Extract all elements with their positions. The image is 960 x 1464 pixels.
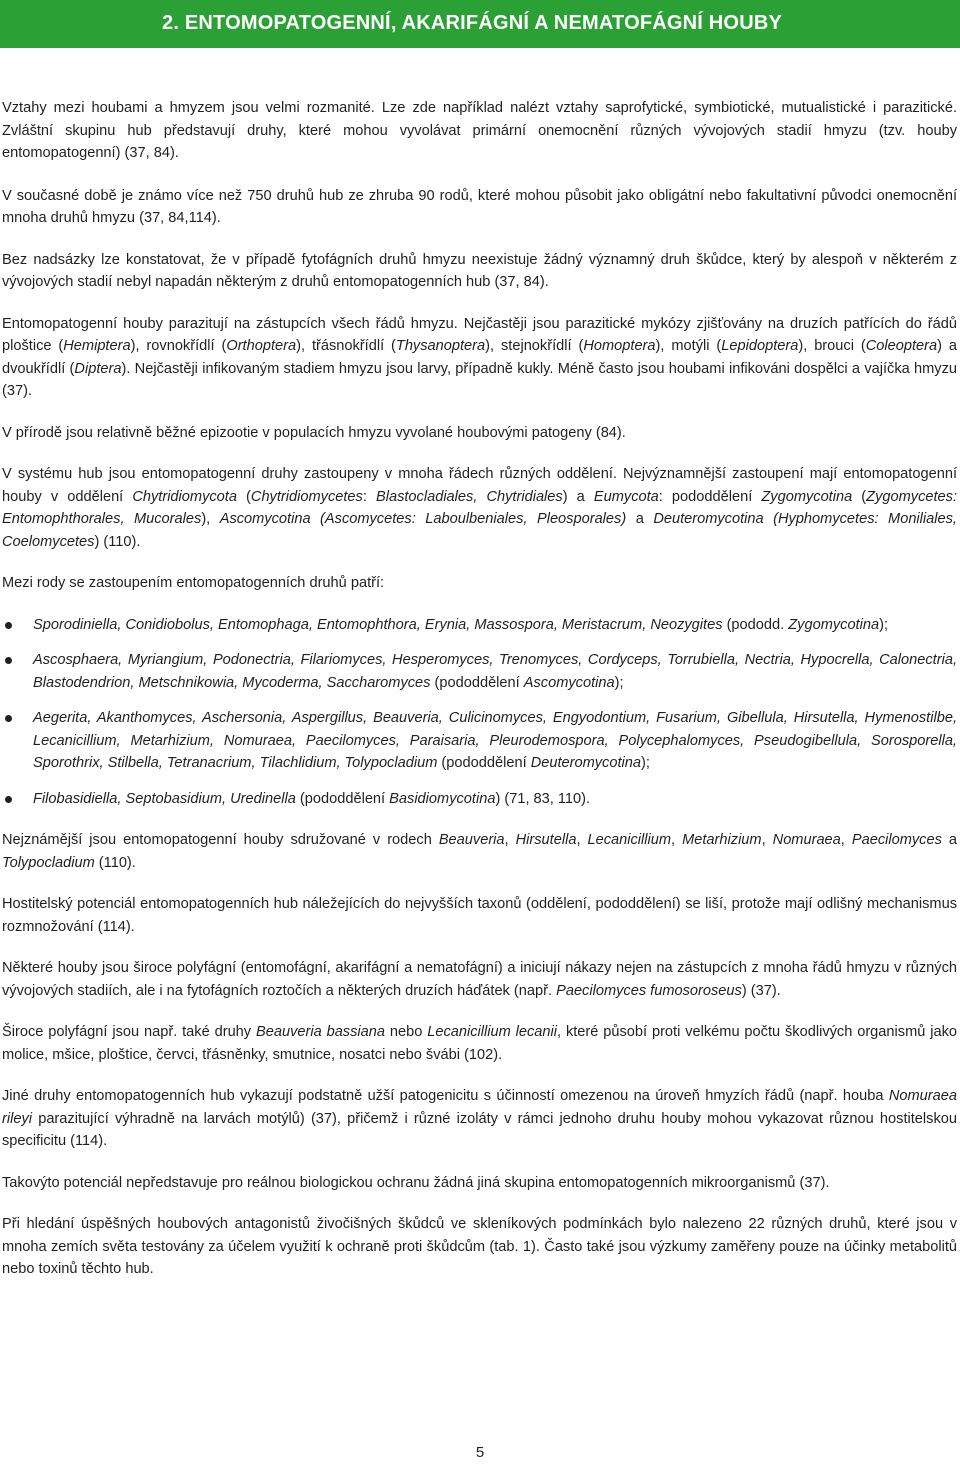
- italic-term: Metarhizium: [682, 832, 762, 848]
- text-run: ,: [840, 832, 852, 848]
- italic-term: Zygomycetes: Entomophthorales, Mucorales: [2, 488, 958, 527]
- text-run: a: [941, 832, 958, 848]
- italic-term: Coleoptera: [865, 338, 938, 354]
- italic-term: Lecanicillium lecanii: [427, 1024, 558, 1040]
- text-run: Jiné druhy entomopatogenních hub vykazují podstatně užší patogenicitu s účinností omezenou na úroveň hmyzích řádů (např. houba: [2, 1088, 889, 1104]
- italic-term: Chytridiomycota: [132, 488, 237, 505]
- text-run: );: [879, 616, 889, 633]
- list-item: [2, 614, 957, 637]
- italic-term: Deuteromycotina (Hyphomycetes: Moniliales, Coelomycetes: [2, 511, 957, 550]
- text-run: : pododdělení: [658, 488, 762, 505]
- bullet-icon: [5, 657, 12, 664]
- text-run: Entomopatogenní houby parazitují na zástupcích všech řádů hmyzu. Nejčastěji jsou parazitické mykózy zjišťovány na druzích patřících do řádů ploštice (: [2, 315, 957, 354]
- text-run: ,: [761, 832, 773, 848]
- paragraph: [2, 572, 957, 595]
- italic-term: Sporodiniella, Conidiobolus, Entomophaga, Entomophthora, Erynia, Massospora, Meristacrum, Neozygites: [33, 616, 723, 633]
- italic-term: Tolypocladium: [2, 854, 95, 871]
- genera-list: [2, 614, 957, 811]
- italic-term: Nomuraea rileyi: [2, 1088, 957, 1127]
- paragraph: [2, 97, 957, 165]
- paragraph: [2, 829, 957, 874]
- main-content: [2, 97, 957, 1300]
- text-run: ,: [671, 832, 683, 848]
- italic-term: Paecilomyces: [851, 832, 942, 848]
- italic-term: Diptera: [74, 360, 122, 377]
- text-run: V přírodě jsou relativně běžné epizootie v populacích hmyzu vyvolané houbovými patogeny (84).: [2, 424, 626, 441]
- paragraph: [2, 1213, 957, 1281]
- text-run: V současné době je známo více než 750 druhů hub ze zhruba 90 rodů, které mohou působit jako obligátní nebo fakultativní původci onemocnění mnoha druhů hmyzu (37, 84,114).: [2, 187, 957, 226]
- text-run: (110).: [94, 854, 136, 871]
- italic-term: Chytridiomycetes: [250, 488, 363, 505]
- italic-term: Thysanoptera: [395, 338, 486, 354]
- text-run: nebo: [385, 1024, 428, 1040]
- text-run: , které působí proti velkému počtu škodlivých organismů jako molice, mšice, ploštice, červci, třásněnky, smutnice, nosatci nebo švábi (102).: [2, 1024, 957, 1063]
- paragraph: [2, 422, 957, 445]
- text-run: Hostitelský potenciál entomopatogenních hub náležejících do nejvyšších taxonů (oddělení, pododdělení) se liší, protože mají odlišný mechanismus rozmnožování (114).: [2, 896, 957, 935]
- italic-term: Beauveria bassiana: [255, 1024, 385, 1040]
- text-run: );: [614, 674, 624, 691]
- italic-term: Nomuraea: [772, 832, 841, 848]
- chapter-title: 2. ENTOMOPATOGENNÍ, AKARIFÁGNÍ A NEMATOFÁGNÍ HOUBY: [162, 12, 783, 34]
- italic-term: Aegerita, Akanthomyces, Aschersonia, Aspergillus, Beauveria, Culicinomyces, Engyodontium, Fusarium, Gibellula, Hirsutella, Hymenostilbe, Lecanicillium, Metarhizium, Nomuraea, Paecilomyces, Paraisaria, Pleurodemospora, Polycephalomyces, Pseudogibellula, Sorosporella, Sporothrix, Stilbella, Tetranacrium, Tilachlidium, Tolypocladium: [33, 710, 957, 771]
- italic-term: Hirsutella: [515, 832, 577, 848]
- text-run: V systému hub jsou entomopatogenní druhy zastoupeny v mnoha řádech různých oddělení. Nejvýznamnější zastoupení mají entomopatogenní houby v oddělení: [2, 466, 957, 505]
- text-run: );: [641, 755, 650, 771]
- list-item: [2, 649, 957, 694]
- text-run: ) a dvoukřídlí (: [2, 338, 958, 377]
- paragraph: [2, 249, 957, 294]
- bullet-icon: [5, 715, 12, 722]
- text-run: Některé houby jsou široce polyfágní (entomofágní, akarifágní a nematofágní) a iniciují nákazy nejen na zástupcích z mnoha řádů hmyzu v různých vývojových stadiích, ale i na fytofágních roztočích a některých druzích háďátek (např.: [2, 960, 957, 999]
- italic-term: Filobasidiella, Septobasidium, Uredinella: [33, 790, 296, 807]
- list-item: [2, 788, 957, 811]
- paragraph: [2, 313, 957, 403]
- bullet-icon: [5, 622, 12, 629]
- list-item: [2, 707, 957, 775]
- text-run: ), rovnokřídlí (: [130, 338, 227, 354]
- text-run: ), třásnokřídlí (: [296, 338, 396, 354]
- text-run: ) a: [562, 488, 594, 505]
- italic-term: Beauveria: [438, 832, 505, 848]
- paragraph: [2, 463, 957, 553]
- text-run: Takovýto potenciál nepředstavuje pro reálnou biologickou ochranu žádná jiná skupina entomopatogenních mikroorganismů (37).: [2, 1174, 830, 1191]
- text-run: ), brouci (: [798, 338, 866, 354]
- paragraph: [2, 1021, 957, 1066]
- text-run: ) (71, 83, 110).: [495, 790, 591, 807]
- text-run: Široce polyfágní jsou např. také druhy: [2, 1024, 256, 1040]
- text-run: :: [362, 488, 376, 505]
- paragraphs-before-list: [2, 97, 957, 595]
- italic-term: Hemiptera: [63, 338, 131, 354]
- paragraph: [2, 957, 957, 1002]
- paragraph: [2, 1172, 957, 1195]
- text-run: Vztahy mezi houbami a hmyzem jsou velmi rozmanité. Lze zde například nalézt vztahy saprofytické, symbiotické, mutualistické i parazitické. Zvláštní skupinu hub představují druhy, které mohou vyvolávat primární onemocnění různých vývojových stadií hmyzu (tzv. houby entomopatogenní) (37, 84).: [2, 100, 957, 161]
- paragraph: [2, 893, 957, 938]
- text-run: ,: [576, 832, 588, 848]
- text-run: ), motýli (: [655, 338, 722, 354]
- italic-term: Paecilomyces fumosoroseus: [556, 982, 742, 999]
- text-run: (: [852, 488, 867, 505]
- text-run: ), stejnokřídlí (: [485, 338, 584, 354]
- text-run: Bez nadsázky lze konstatovat, že v případě fytofágních druhů hmyzu neexistuje žádný významný druh škůdce, který by alespoň v některém z vývojových stadií nebyl napadán některým z druhů entomopatogenních hub (37, 84).: [2, 251, 957, 290]
- text-run: parazitující výhradně na larvách motýlů) (37), přičemž i různé izoláty v rámci jednoho druhu houby mohou vykazovat různou hostitelskou specificitu (114).: [2, 1110, 957, 1149]
- text-run: Nejznámější jsou entomopatogenní houby sdružované v rodech: [2, 832, 439, 848]
- paragraph: [2, 185, 957, 230]
- chapter-header-bar: [0, 0, 960, 48]
- text-run: Mezi rody se zastoupením entomopatogenních druhů patří:: [2, 575, 385, 591]
- text-run: (pododdělení: [295, 790, 390, 807]
- italic-term: Ascomycotina (Ascomycetes: Laboulbeniales, Pleosporales): [219, 511, 627, 527]
- text-run: ) (110).: [94, 533, 141, 550]
- text-run: ). Nejčastěji infikovaným stadiem hmyzu jsou larvy, případně kukly. Méně často jsou houbami infikováni dospělci a vajíčka hmyzu (37).: [2, 360, 958, 399]
- page-number: 5: [475, 1444, 485, 1461]
- italic-term: Basidiomycotina: [389, 790, 496, 807]
- bullet-icon: [5, 796, 12, 803]
- italic-term: Ascosphaera, Myriangium, Podonectria, Filariomyces, Hesperomyces, Trenomyces, Cordyceps, Torrubiella, Nectria, Hypocrella, Calonectria, Blastodendrion, Metschnikowia, Mycoderma, Saccharomyces: [33, 652, 957, 691]
- text-run: ),: [201, 511, 220, 527]
- paragraphs-after-list: [2, 829, 957, 1281]
- italic-term: Homoptera: [583, 338, 656, 354]
- italic-term: Deuteromycotina: [530, 755, 642, 771]
- italic-term: Ascomycotina: [523, 674, 615, 691]
- italic-term: Orthoptera: [226, 338, 297, 354]
- text-run: (pododd.: [722, 616, 789, 633]
- italic-term: Lecanicillium: [587, 832, 672, 848]
- italic-term: Eumycota: [593, 488, 659, 505]
- text-run: ,: [504, 832, 516, 848]
- italic-term: Lepidoptera: [721, 338, 799, 354]
- text-run: Při hledání úspěšných houbových antagonistů živočišných škůdců ve skleníkových podmínkách bylo nalezeno 22 různých druhů, které jsou v mnoha zemích světa testovány za účelem využití k ochraně proti škůdcům (tab. 1). Často také jsou výzkumy zaměřeny pouze na účinky metabolitů nebo toxinů těchto hub.: [2, 1216, 957, 1277]
- text-run: (pododdělení: [437, 755, 531, 771]
- paragraph: [2, 1085, 957, 1153]
- text-run: (: [236, 488, 251, 505]
- text-run: ) (37).: [741, 982, 781, 999]
- italic-term: Zygomycotina: [761, 488, 853, 505]
- italic-term: Zygomycotina: [788, 616, 880, 633]
- text-run: a: [626, 511, 654, 527]
- text-run: (pododdělení: [430, 674, 524, 691]
- italic-term: Blastocladiales, Chytridiales: [375, 488, 563, 505]
